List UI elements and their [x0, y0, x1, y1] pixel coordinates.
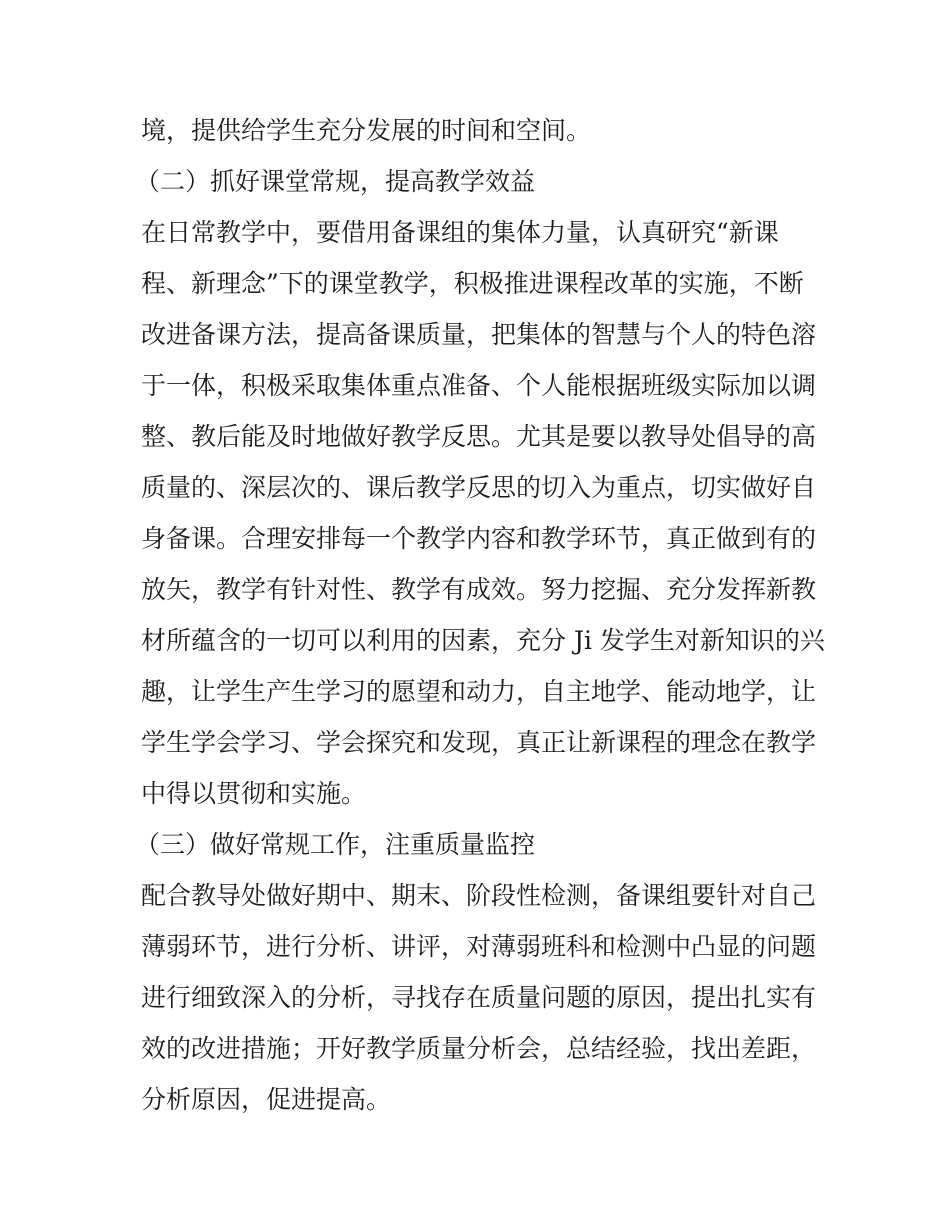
paragraph-line: 分析原因，促进提高。	[141, 1085, 392, 1114]
paragraph-line: 效的改进措施；开好教学质量分析会，总结经验，找出差距，	[141, 1034, 817, 1063]
paragraph-line: 整、教后能及时地做好教学反思。尤其是要以教导处倡导的高	[141, 422, 817, 451]
paragraph-line: 薄弱环节，进行分析、讲评，对薄弱班科和检测中凸显的问题	[141, 932, 817, 961]
paragraph-line: 中得以贯彻和实施。	[141, 779, 367, 808]
paragraph-line: 质量的、深层次的、课后教学反思的切入为重点，切实做好自	[141, 473, 817, 502]
paragraph-line: 境，提供给学生充分发展的时间和空间。	[141, 116, 592, 145]
paragraph-line: 程、新理念”下的课堂教学，积极推进课程改革的实施，不断	[141, 269, 804, 298]
paragraph-line: 放矢，教学有针对性、教学有成效。努力挖掘、充分发挥新教	[141, 575, 817, 604]
paragraph-line: 配合教导处做好期中、期末、阶段性检测，备课组要针对自己	[141, 881, 817, 910]
paragraph-line: 改进备课方法，提高备课质量，把集体的智慧与个人的特色溶	[141, 320, 817, 349]
section-heading: （三）做好常规工作，注重质量监控	[135, 830, 536, 859]
paragraph-line: 学生学会学习、学会探究和发现，真正让新课程的理念在教学	[141, 728, 817, 757]
paragraph-line: 身备课。合理安排每一个教学内容和教学环节，真正做到有的	[141, 524, 817, 553]
paragraph-line: 在日常教学中，要借用备课组的集体力量，认真研究“新课	[141, 218, 779, 247]
section-heading: （二）抓好课堂常规，提高教学效益	[135, 167, 536, 196]
paragraph-line: 于一体，积极采取集体重点准备、个人能根据班级实际加以调	[141, 371, 817, 400]
paragraph-line: 材所蕴含的一切可以利用的因素，充分 Ji 发学生对新知识的兴	[141, 626, 825, 655]
paragraph-line: 进行细致深入的分析，寻找存在质量问题的原因，提出扎实有	[141, 983, 817, 1012]
document-body	[135, 105, 825, 1125]
paragraph-line: 趣，让学生产生学习的愿望和动力，自主地学、能动地学，让	[141, 677, 817, 706]
